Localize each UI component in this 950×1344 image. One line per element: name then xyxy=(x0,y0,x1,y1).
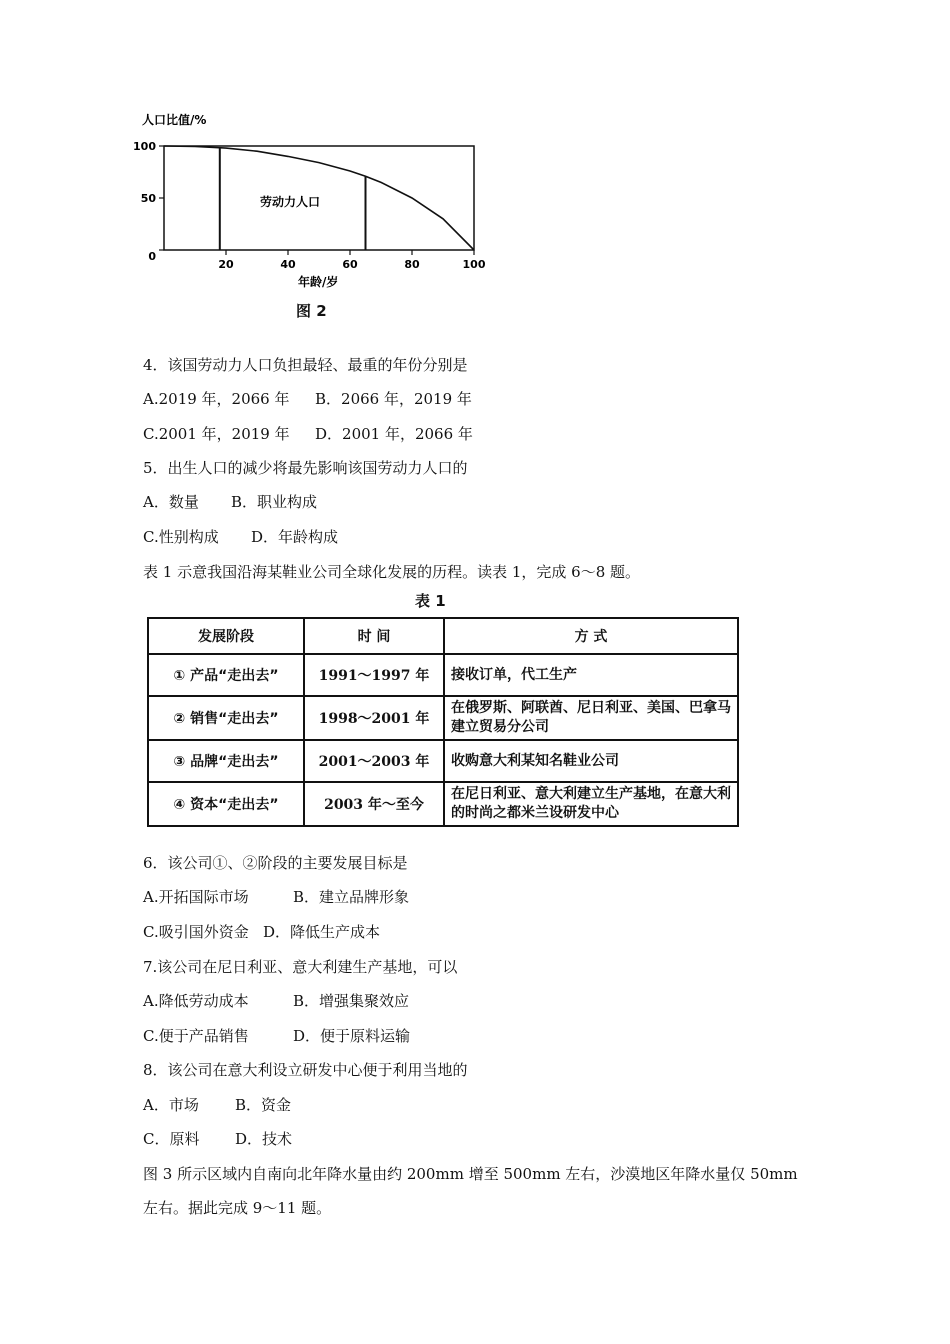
table-intro: 表 1 示意我国沿海某鞋业公司全球化发展的历程。读表 1，完成 6～8 题。 xyxy=(143,563,641,581)
question-5-stem: 5．出生人口的减少将最先影响该国劳动力人口的 xyxy=(143,459,468,477)
y-tick-label: 50 xyxy=(140,192,156,205)
question-6-stem: 6．该公司①、②阶段的主要发展目标是 xyxy=(143,854,408,872)
x-tick-label: 40 xyxy=(280,258,296,271)
table-cell-method: 接收订单，代工生产 xyxy=(444,654,738,696)
question-7-option-b: B．增强集聚效应 xyxy=(293,992,410,1010)
table-1 xyxy=(147,617,739,827)
table-cell-stage: ③ 品牌“走出去” xyxy=(148,740,304,782)
question-6-option-d: D．降低生产成本 xyxy=(263,923,381,941)
question-4-stem: 4．该国劳动力人口负担最轻、最重的年份分别是 xyxy=(143,356,468,374)
question-6-options-row1 xyxy=(143,887,409,907)
question-6-option-c: C.吸引国外资金 xyxy=(143,923,249,941)
question-8-option-c: C．原料 xyxy=(143,1130,200,1148)
question-5-option-d: D．年龄构成 xyxy=(251,528,339,546)
labor-population-label: 劳动力人口 xyxy=(260,195,321,209)
population-ratio-chart xyxy=(133,108,510,323)
table-header-method: 方 式 xyxy=(444,618,738,654)
question-7-options-row2 xyxy=(143,1026,410,1046)
table-cell-method: 在俄罗斯、阿联酋、尼日利亚、美国、巴拿马建立贸易分公司 xyxy=(444,696,738,740)
question-4-option-c: C.2001 年，2019 年 xyxy=(143,425,290,443)
table-cell-stage: ① 产品“走出去” xyxy=(148,654,304,696)
table-cell-time: 2003 年～至今 xyxy=(304,782,444,826)
y-tick-label: 100 xyxy=(133,140,156,153)
question-6-options-row2 xyxy=(143,922,380,942)
table-cell-time: 2001～2003 年 xyxy=(304,740,444,782)
question-4-options-row1 xyxy=(143,389,472,409)
question-4-option-b: B．2066 年，2019 年 xyxy=(315,390,472,408)
question-5-option-a: A．数量 xyxy=(143,493,199,511)
question-6-option-a: A.开拓国际市场 xyxy=(143,888,249,906)
figure-2-chart xyxy=(133,108,510,323)
table-cell-method: 收购意大利某知名鞋业公司 xyxy=(444,740,738,782)
figure-2-caption: 图 2 xyxy=(296,302,327,320)
question-7-stem: 7.该公司在尼日利亚、意大利建生产基地，可以 xyxy=(143,958,458,976)
question-5-options-row1 xyxy=(143,492,317,512)
x-axis-label: 年龄/岁 xyxy=(298,275,339,289)
x-tick-label: 100 xyxy=(462,258,486,271)
question-7-option-c: C.便于产品销售 xyxy=(143,1027,249,1045)
x-tick-label: 80 xyxy=(404,258,420,271)
question-8-option-a: A．市场 xyxy=(143,1096,199,1114)
question-4-option-a: A.2019 年，2066 年 xyxy=(143,390,290,408)
table-cell-time: 1998～2001 年 xyxy=(304,696,444,740)
question-5-options-row2 xyxy=(143,527,338,547)
table-row xyxy=(148,654,738,696)
figure-3-intro-line-2: 左右。据此完成 9～11 题。 xyxy=(143,1199,332,1217)
table-header-stage: 发展阶段 xyxy=(148,618,304,654)
question-6-option-b: B．建立品牌形象 xyxy=(293,888,410,906)
y-tick-label: 0 xyxy=(148,250,156,263)
x-tick-label: 60 xyxy=(342,258,358,271)
table-cell-stage: ④ 资本“走出去” xyxy=(148,782,304,826)
table-cell-method: 在尼日利亚、意大利建立生产基地，在意大利的时尚之都米兰设研发中心 xyxy=(444,782,738,826)
x-tick-label: 20 xyxy=(218,258,234,271)
question-7-option-a: A.降低劳动成本 xyxy=(143,992,249,1010)
question-7-options-row1 xyxy=(143,991,409,1011)
question-8-option-b: B．资金 xyxy=(235,1096,292,1114)
question-5-option-c: C.性别构成 xyxy=(143,528,219,546)
y-axis-label: 人口比值/% xyxy=(142,113,207,127)
table-row xyxy=(148,740,738,782)
question-8-options-row2 xyxy=(143,1129,292,1149)
question-8-stem: 8．该公司在意大利设立研发中心便于利用当地的 xyxy=(143,1061,468,1079)
question-7-option-d: D．便于原料运输 xyxy=(293,1027,411,1045)
table-row xyxy=(148,696,738,740)
table-cell-stage: ② 销售“走出去” xyxy=(148,696,304,740)
question-4-options-row2 xyxy=(143,424,473,444)
table-header-time: 时 间 xyxy=(304,618,444,654)
question-5-option-b: B．职业构成 xyxy=(231,493,318,511)
table-cell-time: 1991～1997 年 xyxy=(304,654,444,696)
question-4-option-d: D．2001 年，2066 年 xyxy=(315,425,473,443)
table-row xyxy=(148,782,738,826)
table-1-title: 表 1 xyxy=(415,592,446,610)
question-8-options-row1 xyxy=(143,1095,291,1115)
figure-3-intro-line-1: 图 3 所示区域内自南向北年降水量由约 200mm 增至 500mm 左右，沙漠地区年降水量仅 50mm xyxy=(143,1165,798,1183)
question-8-option-d: D．技术 xyxy=(235,1130,293,1148)
